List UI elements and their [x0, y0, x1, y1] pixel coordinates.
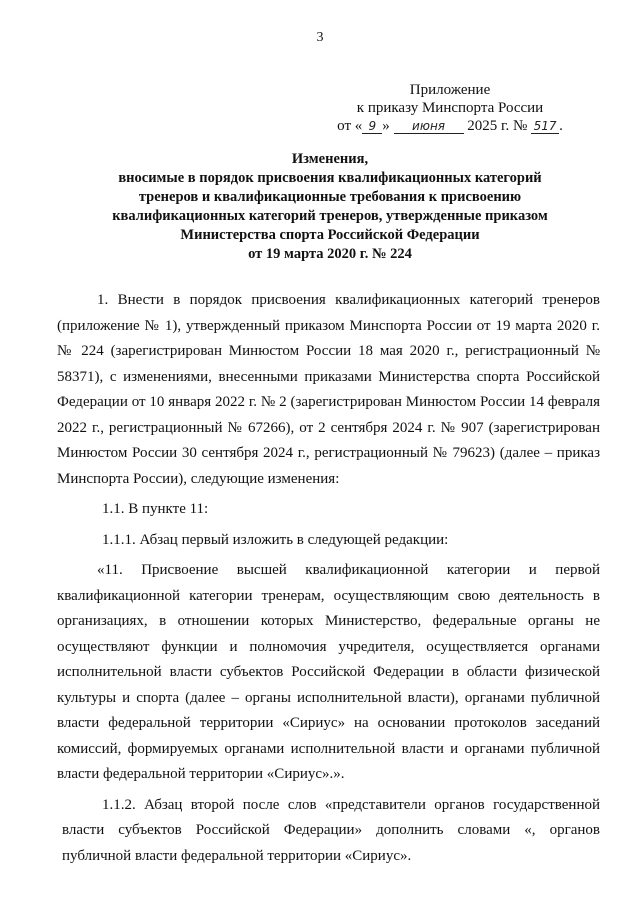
page-number: 3	[316, 30, 324, 45]
handwritten-month: июня	[412, 119, 446, 133]
appendix-block	[300, 81, 600, 135]
date-sep: »	[382, 118, 390, 134]
handwritten-number: 517	[533, 119, 557, 133]
handwritten-day: 9	[368, 119, 377, 133]
title-line: от 19 марта 2020 г. № 224	[248, 246, 412, 262]
appendix-order-ref: к приказу Минспорта России	[356, 100, 544, 116]
appendix-title: Приложение	[409, 82, 491, 98]
appendix-date-line	[300, 117, 600, 135]
paragraph-quote-11: «11. Присвоение высшей квалификационной категории и первой квалификационной категории тренерам, осуществляющим свою деятельность в организациях, в отношении которых Министерство, федеральные органы не осуществляют функции и полномочия учредителя, осуществляется органами исполнительной власти субъектов Российской Федерации в области физической культуры и спорта (далее – органы исполнительной власти), органами публичной власти федеральной территории «Сириус» на основании протоколов заседаний комиссий, формируемых органами исполнительной власти и органами публичной власти федеральной территории «Сириус».».	[57, 562, 600, 782]
date-end: .	[559, 118, 563, 134]
title-line: Изменения,	[291, 151, 369, 167]
document-body	[57, 288, 600, 874]
date-prefix: от «	[337, 118, 363, 134]
title-line: Министерства спорта Российской Федерации	[180, 227, 480, 243]
title-line: квалификационных категорий тренеров, утвержденные приказом	[112, 208, 548, 224]
paragraph-1-1: 1.1. В пункте 11:	[102, 501, 209, 517]
title-line: вносимые в порядок присвоения квалификационных категорий	[118, 170, 542, 186]
paragraph-1-1-1: 1.1.1. Абзац первый изложить в следующей редакции:	[102, 531, 449, 548]
paragraph-1-1-2: 1.1.2. Абзац второй после слов «представители органов государственной власти субъектов Российской Федерации» дополнить словами «, органов публичной власти федеральной территории «Сириус».	[62, 796, 600, 864]
document-title	[40, 150, 620, 264]
year-text: 2025 г. №	[467, 118, 528, 134]
paragraph-1: 1. Внести в порядок присвоения квалификационных категорий тренеров (приложение № 1), утвержденный приказом Минспорта России от 19 марта 2020 г. № 224 (зарегистрирован Минюстом России 18 мая 2020 г., регистрационный № 58371), с изменениями, внесенными приказами Министерства спорта Российской Федерации от 10 января 2022 г. № 2 (зарегистрирован Минюстом России 14 февраля 2022 г., регистрационный № 67266), от 2 сентября 2024 г. № 907 (зарегистрирован Минюстом России 30 сентября 2024 г., регистрационный № 79623) (далее – приказ Минспорта России), следующие изменения:	[57, 292, 600, 487]
title-line: тренеров и квалификационные требования к присвоению	[138, 189, 522, 205]
